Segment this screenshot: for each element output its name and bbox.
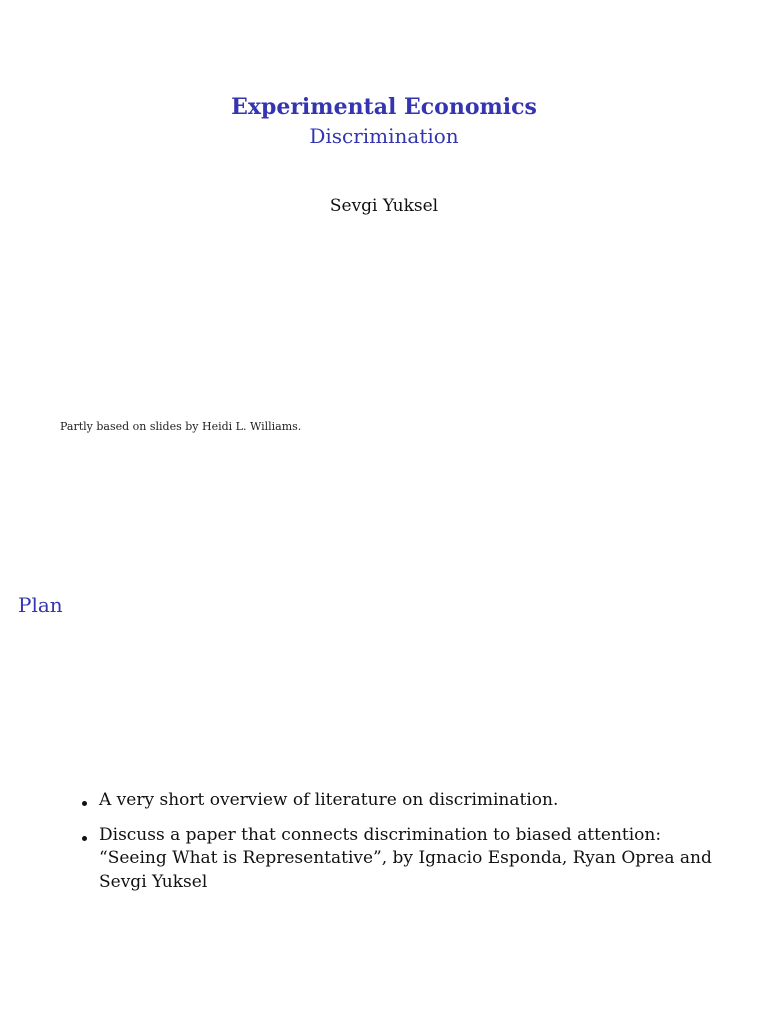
plan-slide: [0, 512, 768, 1024]
bullet-item-overview: [80, 789, 720, 813]
bullet-text: Discuss a paper that connects discrimination to biased attention: “Seeing What is Representative”, by Ignacio Esponda, Ryan Oprea and Sevgi Yuksel: [99, 824, 712, 892]
presentation-title: Experimental Economics: [231, 94, 537, 120]
presentation-subtitle: Discrimination: [309, 124, 459, 148]
bullet-dot-icon: [82, 836, 87, 841]
bullet-list: [80, 789, 720, 905]
author-name: Sevgi Yuksel: [329, 196, 439, 216]
frame-title: Plan: [18, 593, 63, 617]
bullet-item-paper: [80, 824, 720, 895]
bullet-text: A very short overview of literature on discrimination.: [99, 790, 559, 810]
credit-note: Partly based on slides by Heidi L. Williams.: [60, 420, 302, 433]
bullet-dot-icon: [82, 801, 87, 806]
